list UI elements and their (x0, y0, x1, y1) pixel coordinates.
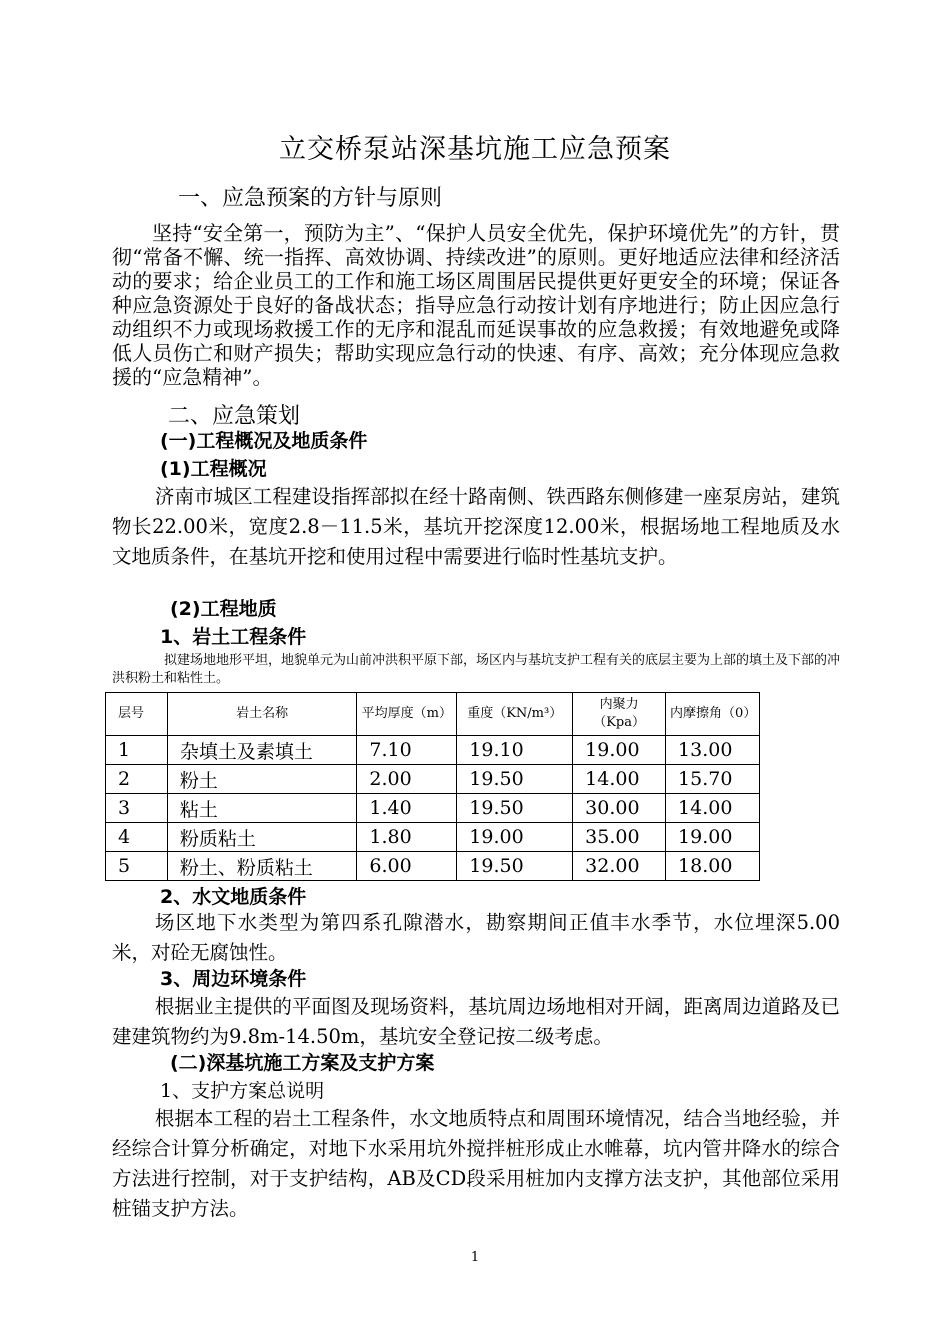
table-row (106, 765, 760, 794)
hydrogeology-heading: 2、水文地质条件 (160, 886, 307, 908)
table-row (106, 852, 760, 881)
table-cell: 7.10 (357, 736, 457, 765)
surroundings-text: 根据业主提供的平面图及现场资料，基坑周边场地相对开阔，距离周边道路及已建建筑物约为9.8m-14.50m，基坑安全登记按二级考虑。 (112, 995, 840, 1048)
subsection-1-heading: (一)工程概况及地质条件 (160, 430, 368, 452)
geology-heading: (2)工程地质 (170, 598, 277, 620)
table-row (106, 823, 760, 852)
section-1-body: 坚持“安全第一，预防为主”、“保护人员安全优先，保护环境优先”的方针，贯彻“常备不懈、统一指挥、高效协调、持续改进”的原则。更好地适应法律和经济活动的要求；给企业员工的工作和施工场区周围居民提供更好更安全的环境；保证各种应急资源处于良好的备战状态；指导应急行动按计划有序地进行；防止因应急行动组织不力或现场救援工作的无序和混乱而延误事故的应急救援；有效地避免或降低人员伤亡和财产损失；帮助实现应急行动的快速、有序、高效；充分体现应急救援的“应急精神”。 (112, 221, 840, 389)
table-cell: 粉质粘土 (167, 823, 357, 852)
table-cell: 30.00 (573, 794, 666, 823)
table-cell: 粉土、粉质粘土 (167, 852, 357, 881)
table-header-cell: 内聚力（Kpa） (573, 693, 666, 736)
table-cell: 13.00 (666, 736, 760, 765)
support-overview-text: 根据本工程的岩土工程条件，水文地质特点和周围环境情况，结合当地经验，并经综合计算分析确定，对地下水采用坑外搅拌桩形成止水帷幕，坑内管井降水的综合方法进行控制，对于支护结构，AB及CD段采用桩加内支撑方法支护，其他部位采用桩锚支护方法。 (112, 1107, 840, 1220)
table-header-cell: 层号 (106, 693, 168, 736)
table-cell: 19.10 (457, 736, 573, 765)
support-overview-heading: 1、支护方案总说明 (160, 1080, 325, 1102)
table-cell: 19.50 (457, 852, 573, 881)
table-cell: 粉土 (167, 765, 357, 794)
table-cell: 2.00 (357, 765, 457, 794)
table-cell: 6.00 (357, 852, 457, 881)
project-overview-text: 济南市城区工程建设指挥部拟在经十路南侧、铁西路东侧修建一座泵房站，建筑物长22.00米，宽度2.8－11.5米，基坑开挖深度12.00米，根据场地工程地质及水文地质条件，在基坑开挖和使用过程中需要进行临时性基坑支护。 (112, 485, 840, 568)
table-cell: 杂填土及素填土 (167, 736, 357, 765)
table-cell: 14.00 (666, 794, 760, 823)
table-row (106, 794, 760, 823)
table-header-cell: 重度（KN/m³） (457, 693, 573, 736)
table-cell: 19.00 (573, 736, 666, 765)
table-cell: 18.00 (666, 852, 760, 881)
table-header-cell: 平均厚度（m） (357, 693, 457, 736)
soil-layer-table (105, 692, 760, 881)
section-1-heading: 一、应急预案的方针与原则 (178, 186, 443, 211)
document-title: 立交桥泵站深基坑施工应急预案 (279, 134, 671, 165)
table-row (106, 736, 760, 765)
table-cell: 19.50 (457, 794, 573, 823)
table-cell: 15.70 (666, 765, 760, 794)
table-cell: 2 (106, 765, 168, 794)
geotech-conditions-heading: 1、岩土工程条件 (160, 626, 307, 648)
table-cell: 粘土 (167, 794, 357, 823)
subsection-2-heading: (二)深基坑施工方案及支护方案 (170, 1052, 435, 1074)
table-cell: 4 (106, 823, 168, 852)
table-cell: 1.40 (357, 794, 457, 823)
surroundings-heading: 3、周边环境条件 (160, 968, 307, 990)
table-cell: 19.00 (666, 823, 760, 852)
table-cell: 19.50 (457, 765, 573, 794)
page-number: 1 (470, 1250, 480, 1265)
table-cell: 32.00 (573, 852, 666, 881)
table-header-cell: 岩土名称 (167, 693, 357, 736)
hydrogeology-text: 场区地下水类型为第四系孔隙潜水，勘察期间正值丰水季节，水位埋深5.00米，对砼无腐蚀性。 (112, 911, 840, 964)
table-cell: 3 (106, 794, 168, 823)
geotech-conditions-text: 拟建场地地形平坦，地貌单元为山前冲洪积平原下部，场区内与基坑支护工程有关的底层主要为上部的填土及下部的冲洪积粉土和粘性土。 (112, 653, 841, 686)
table-cell: 1 (106, 736, 168, 765)
table-cell: 19.00 (457, 823, 573, 852)
project-overview-heading: (1)工程概况 (160, 458, 267, 480)
table-header-cell: 内摩擦角（0） (666, 693, 760, 736)
table-cell: 14.00 (573, 765, 666, 794)
section-2-heading: 二、应急策划 (168, 404, 301, 429)
table-cell: 5 (106, 852, 168, 881)
table-cell: 35.00 (573, 823, 666, 852)
table-header-row (106, 693, 760, 736)
table-cell: 1.80 (357, 823, 457, 852)
